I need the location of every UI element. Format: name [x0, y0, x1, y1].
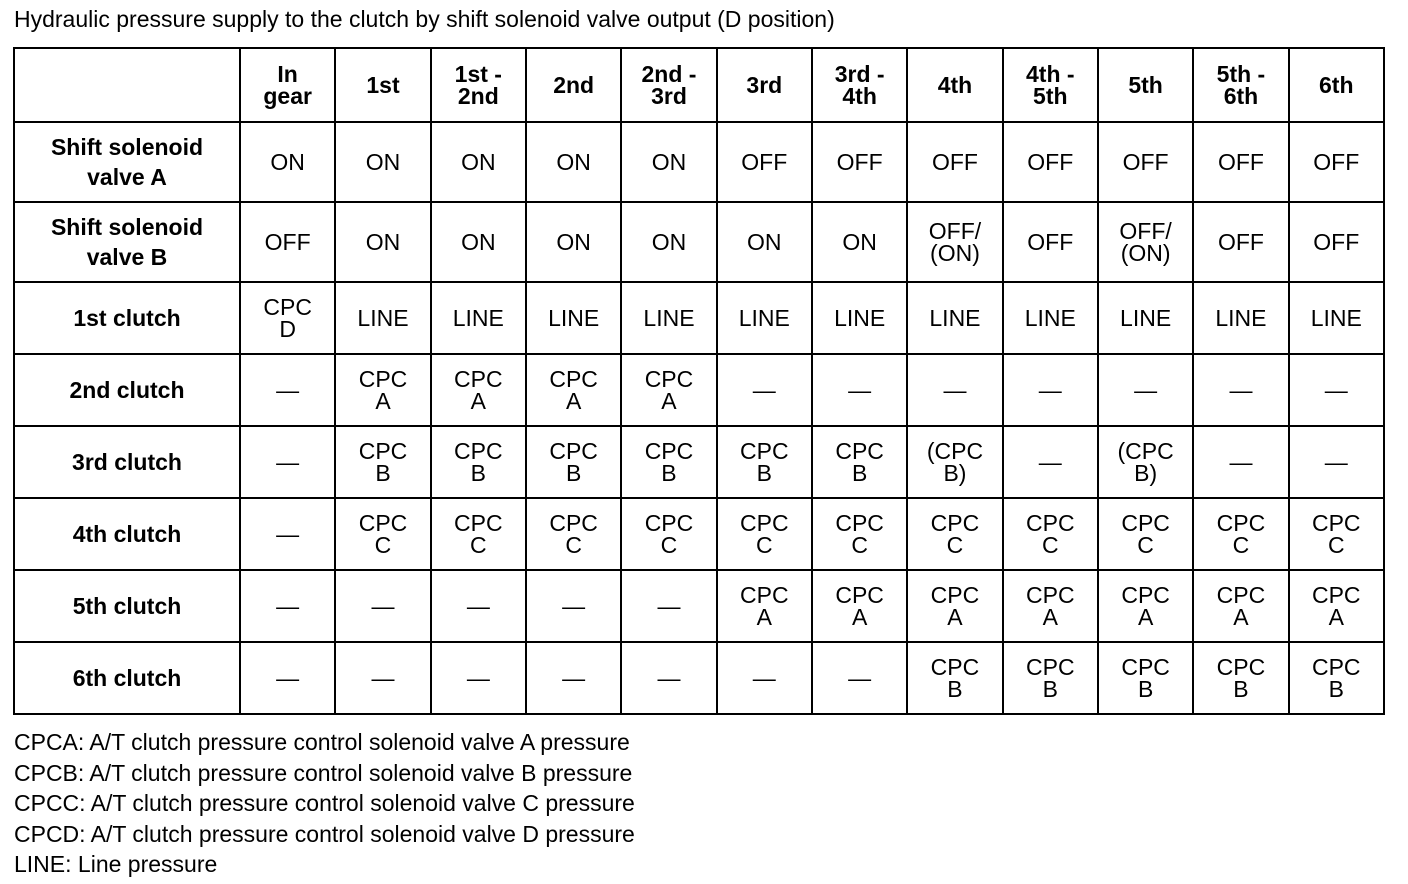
table-cell: OFF — [1098, 122, 1193, 202]
table-cell: CPC B — [621, 426, 716, 498]
table-cell: LINE — [907, 282, 1002, 354]
table-row — [14, 642, 1384, 714]
table-row — [14, 202, 1384, 282]
table-cell: (CPC B) — [1098, 426, 1193, 498]
table-cell: — — [1193, 426, 1288, 498]
table-cell: ON — [526, 122, 621, 202]
table-cell: LINE — [717, 282, 812, 354]
table-cell: CPC C — [1098, 498, 1193, 570]
table-row — [14, 354, 1384, 426]
table-cell: — — [621, 642, 716, 714]
column-header: 3rd - 4th — [812, 48, 907, 122]
row-header: Shift solenoid valve A — [14, 122, 240, 202]
legend-item: CPCD: A/T clutch pressure control solenoid valve D pressure — [14, 820, 635, 847]
column-header: 1st - 2nd — [431, 48, 526, 122]
table-cell: CPC A — [526, 354, 621, 426]
table-cell: OFF — [717, 122, 812, 202]
table-cell: CPC B — [1003, 642, 1098, 714]
table-cell: CPC A — [717, 570, 812, 642]
table-cell: CPC C — [621, 498, 716, 570]
table-cell: — — [717, 642, 812, 714]
table-cell: — — [240, 570, 335, 642]
table-cell: — — [1193, 354, 1288, 426]
table-cell: ON — [431, 202, 526, 282]
table-cell: LINE — [1003, 282, 1098, 354]
row-header: 1st clutch — [14, 282, 240, 354]
table-cell: — — [431, 642, 526, 714]
table-cell: — — [526, 642, 621, 714]
table-cell: CPC B — [526, 426, 621, 498]
column-header: 5th - 6th — [1193, 48, 1288, 122]
table-cell: OFF — [1289, 202, 1384, 282]
table-cell: CPC B — [1193, 642, 1288, 714]
table-row — [14, 570, 1384, 642]
table-row — [14, 122, 1384, 202]
table-cell: LINE — [621, 282, 716, 354]
legend-item: LINE: Line pressure — [14, 851, 218, 877]
column-header: 4th - 5th — [1003, 48, 1098, 122]
table-cell: OFF — [1193, 122, 1288, 202]
table-cell: CPC D — [240, 282, 335, 354]
table-cell: CPC A — [907, 570, 1002, 642]
table-cell: OFF/ (ON) — [1098, 202, 1193, 282]
legend-item: CPCA: A/T clutch pressure control solenoid valve A pressure — [14, 729, 630, 755]
table-cell: (CPC B) — [907, 426, 1002, 498]
table-cell: CPC A — [1098, 570, 1193, 642]
corner-cell — [14, 48, 240, 122]
table-cell: CPC A — [431, 354, 526, 426]
table-cell: — — [907, 354, 1002, 426]
table-cell: — — [1289, 354, 1384, 426]
column-header: 5th — [1098, 48, 1193, 122]
table-cell: — — [335, 642, 430, 714]
table-cell: — — [335, 570, 430, 642]
legend — [14, 727, 635, 880]
table-cell: — — [526, 570, 621, 642]
column-header: In gear — [240, 48, 335, 122]
column-header: 1st — [335, 48, 430, 122]
page-title: Hydraulic pressure supply to the clutch by shift solenoid valve output (D position) — [14, 6, 835, 32]
table-cell: LINE — [335, 282, 430, 354]
table-cell: ON — [621, 122, 716, 202]
legend-item: CPCB: A/T clutch pressure control solenoid valve B pressure — [14, 759, 633, 786]
table-cell: CPC B — [717, 426, 812, 498]
table-cell: ON — [335, 122, 430, 202]
table-cell: — — [1003, 426, 1098, 498]
table-cell: ON — [240, 122, 335, 202]
table-cell: — — [240, 354, 335, 426]
table-cell: OFF — [907, 122, 1002, 202]
table-cell: CPC C — [335, 498, 430, 570]
table-cell: — — [431, 570, 526, 642]
column-header: 6th — [1289, 48, 1384, 122]
table-cell: CPC C — [812, 498, 907, 570]
table-cell: CPC A — [1193, 570, 1288, 642]
table-cell: CPC A — [1003, 570, 1098, 642]
table-cell: LINE — [431, 282, 526, 354]
table-cell: OFF — [812, 122, 907, 202]
table-cell: OFF — [1289, 122, 1384, 202]
table-cell: ON — [717, 202, 812, 282]
table-cell: CPC C — [717, 498, 812, 570]
row-header: 3rd clutch — [14, 426, 240, 498]
table-cell: CPC B — [335, 426, 430, 498]
row-header: 2nd clutch — [14, 354, 240, 426]
table-cell: CPC A — [621, 354, 716, 426]
legend-item: CPCC: A/T clutch pressure control solenoid valve C pressure — [14, 790, 635, 816]
table-cell: — — [240, 426, 335, 498]
table-cell: — — [812, 354, 907, 426]
table-cell: — — [717, 354, 812, 426]
table-cell: ON — [621, 202, 716, 282]
column-header: 3rd — [717, 48, 812, 122]
column-header: 2nd - 3rd — [621, 48, 716, 122]
table-cell: — — [1098, 354, 1193, 426]
row-header: Shift solenoid valve B — [14, 202, 240, 282]
table-cell: CPC C — [1289, 498, 1384, 570]
table-cell: ON — [812, 202, 907, 282]
row-header: 5th clutch — [14, 570, 240, 642]
table-body — [14, 122, 1384, 714]
table-cell: LINE — [812, 282, 907, 354]
table-cell: OFF — [1003, 202, 1098, 282]
table-cell: CPC B — [1289, 642, 1384, 714]
table-cell: CPC A — [1289, 570, 1384, 642]
table-cell: CPC C — [1003, 498, 1098, 570]
table-cell: ON — [335, 202, 430, 282]
table-cell: OFF — [1193, 202, 1288, 282]
table-row — [14, 426, 1384, 498]
table-cell: CPC A — [812, 570, 907, 642]
row-header: 6th clutch — [14, 642, 240, 714]
table-cell: OFF — [1003, 122, 1098, 202]
table-cell: — — [1289, 426, 1384, 498]
table-cell: — — [1003, 354, 1098, 426]
table-cell: CPC B — [431, 426, 526, 498]
table-cell: LINE — [1193, 282, 1288, 354]
table-cell: CPC C — [907, 498, 1002, 570]
table-cell: CPC B — [1098, 642, 1193, 714]
table-cell: — — [240, 642, 335, 714]
table-cell: CPC C — [526, 498, 621, 570]
table-cell: OFF — [240, 202, 335, 282]
table-row — [14, 498, 1384, 570]
table-cell: CPC C — [431, 498, 526, 570]
table-cell: CPC B — [907, 642, 1002, 714]
table-cell: LINE — [1098, 282, 1193, 354]
clutch-pressure-table — [13, 47, 1385, 715]
table-cell: ON — [526, 202, 621, 282]
column-header: 2nd — [526, 48, 621, 122]
table-cell: — — [621, 570, 716, 642]
table-cell: CPC C — [1193, 498, 1288, 570]
column-header: 4th — [907, 48, 1002, 122]
table-cell: CPC B — [812, 426, 907, 498]
table-cell: LINE — [1289, 282, 1384, 354]
table-cell: CPC A — [335, 354, 430, 426]
table-cell: OFF/ (ON) — [907, 202, 1002, 282]
table-cell: LINE — [526, 282, 621, 354]
table-row — [14, 282, 1384, 354]
row-header: 4th clutch — [14, 498, 240, 570]
table-cell: — — [812, 642, 907, 714]
table-cell: — — [240, 498, 335, 570]
header-row — [14, 48, 1384, 122]
table-cell: ON — [431, 122, 526, 202]
